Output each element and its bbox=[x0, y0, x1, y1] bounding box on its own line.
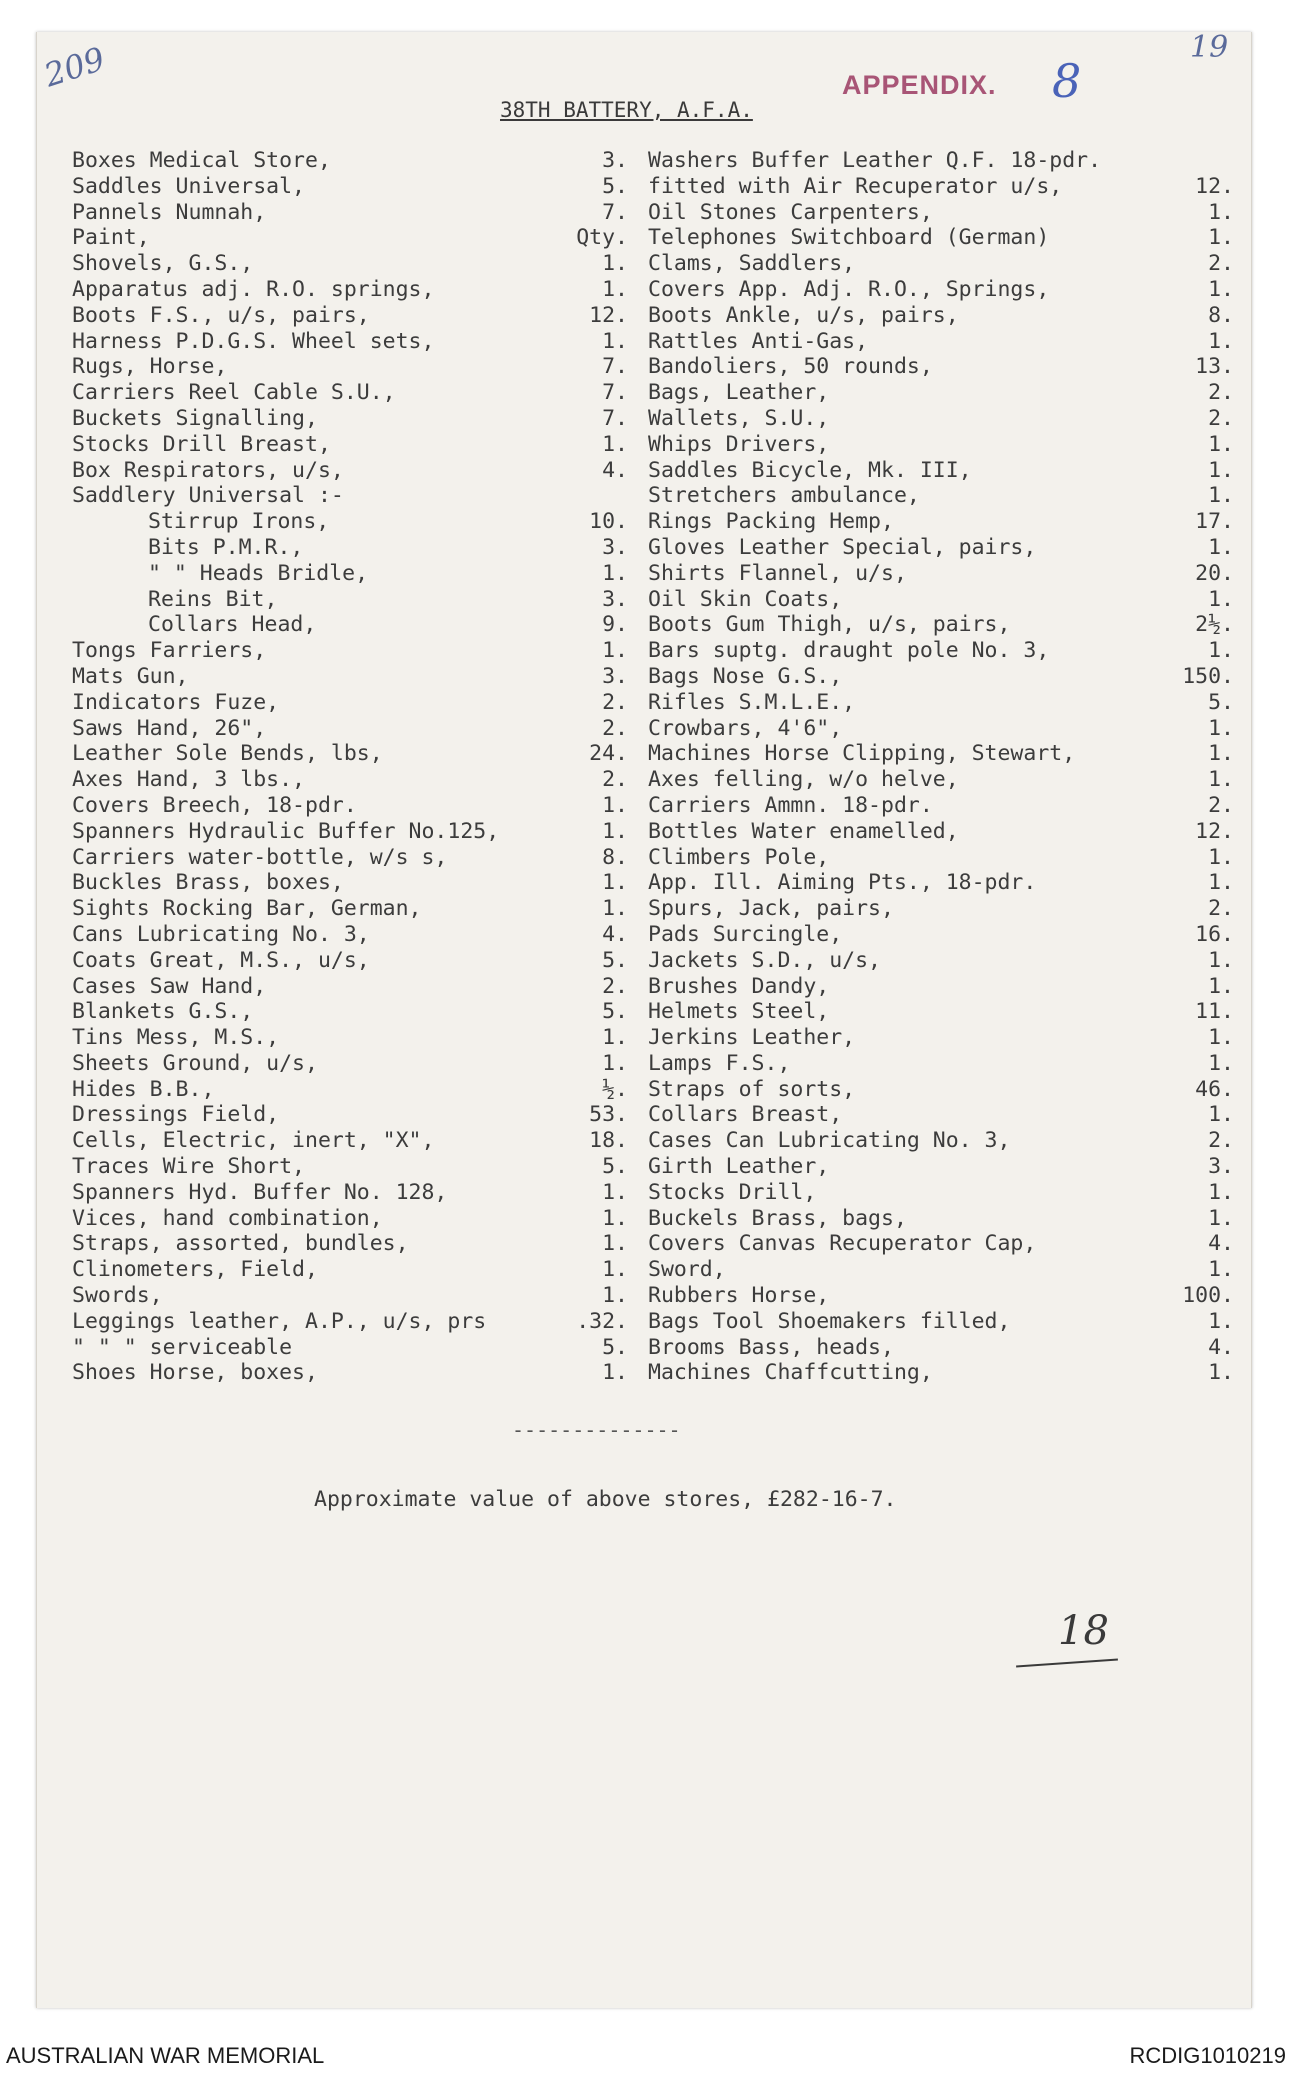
inventory-row bbox=[648, 354, 1234, 380]
item-quantity: 2. bbox=[1208, 380, 1234, 406]
item-name: Shirts Flannel, u/s, bbox=[648, 560, 907, 586]
item-name: Rubbers Horse, bbox=[648, 1283, 830, 1309]
item-quantity: 150. bbox=[1182, 663, 1234, 689]
item-name: Oil Skin Coats, bbox=[648, 586, 843, 612]
item-quantity: 11. bbox=[1195, 999, 1234, 1025]
item-quantity: 17. bbox=[1195, 509, 1234, 535]
inventory-row bbox=[72, 1180, 628, 1206]
item-name: Traces Wire Short, bbox=[72, 1154, 305, 1180]
item-name: Axes Hand, 3 lbs., bbox=[72, 767, 305, 793]
item-name: Brooms Bass, heads, bbox=[648, 1334, 894, 1360]
item-quantity: .32. bbox=[576, 1308, 628, 1334]
item-quantity: 7. bbox=[602, 405, 628, 431]
item-name: Buckets Signalling, bbox=[72, 405, 318, 431]
item-quantity: 1. bbox=[1208, 457, 1234, 483]
inventory-row bbox=[72, 1206, 628, 1232]
inventory-row bbox=[648, 277, 1234, 303]
item-quantity: 3. bbox=[602, 586, 628, 612]
inventory-row bbox=[72, 329, 628, 355]
item-quantity: 1. bbox=[1208, 1179, 1234, 1205]
item-name: Girth Leather, bbox=[648, 1154, 830, 1180]
item-quantity: 1. bbox=[602, 638, 628, 664]
inventory-row bbox=[648, 767, 1234, 793]
item-name: Coats Great, M.S., u/s, bbox=[72, 947, 370, 973]
item-quantity: 8. bbox=[1208, 302, 1234, 328]
inventory-row bbox=[72, 612, 628, 638]
item-name: Pads Surcingle, bbox=[648, 921, 843, 947]
inventory-row bbox=[72, 1025, 628, 1051]
item-quantity: 1. bbox=[602, 792, 628, 818]
item-name: Bandoliers, 50 rounds, bbox=[648, 354, 933, 380]
inventory-row bbox=[648, 1257, 1234, 1283]
inventory-row bbox=[648, 716, 1234, 742]
item-name: Saddles Universal, bbox=[72, 173, 305, 199]
item-name: Rugs, Horse, bbox=[72, 354, 228, 380]
item-name: Stirrup Irons, bbox=[148, 509, 330, 535]
item-quantity: 1. bbox=[1208, 715, 1234, 741]
inventory-row bbox=[72, 1309, 628, 1335]
item-name: Oil Stones Carpenters, bbox=[648, 199, 933, 225]
inventory-row bbox=[72, 1257, 628, 1283]
item-name: Paint, bbox=[72, 225, 150, 251]
item-name: Cases Saw Hand, bbox=[72, 973, 267, 999]
inventory-row bbox=[648, 148, 1234, 174]
inventory-row bbox=[648, 896, 1234, 922]
item-quantity: 1. bbox=[1208, 328, 1234, 354]
item-quantity: 2. bbox=[602, 973, 628, 999]
item-quantity: 20. bbox=[1195, 560, 1234, 586]
inventory-row bbox=[648, 251, 1234, 277]
inventory-row bbox=[648, 587, 1234, 613]
item-name: App. Ill. Aiming Pts., 18-pdr. bbox=[648, 870, 1037, 896]
item-quantity: 5. bbox=[602, 1334, 628, 1360]
item-quantity: 1. bbox=[1208, 1025, 1234, 1051]
inventory-row bbox=[72, 845, 628, 871]
item-quantity: 12. bbox=[1195, 818, 1234, 844]
item-quantity: 5. bbox=[602, 1154, 628, 1180]
item-name: Buckels Brass, bags, bbox=[648, 1205, 907, 1231]
inventory-row bbox=[648, 1206, 1234, 1232]
inventory-row bbox=[72, 251, 628, 277]
item-name: Carriers water-bottle, w/s s, bbox=[72, 844, 448, 870]
item-name: Spanners Hyd. Buffer No. 128, bbox=[72, 1179, 448, 1205]
item-name: Crowbars, 4'6", bbox=[648, 715, 843, 741]
handwritten-mark: 18 bbox=[1058, 1608, 1109, 1654]
item-quantity: 1. bbox=[1208, 534, 1234, 560]
inventory-row bbox=[72, 200, 628, 226]
inventory-row bbox=[648, 793, 1234, 819]
inventory-row bbox=[648, 870, 1234, 896]
inventory-row bbox=[72, 303, 628, 329]
item-name: Covers App. Adj. R.O., Springs, bbox=[648, 276, 1050, 302]
inventory-row bbox=[648, 638, 1234, 664]
item-name: Boots Gum Thigh, u/s, pairs, bbox=[648, 612, 1011, 638]
inventory-row bbox=[72, 535, 628, 561]
inventory-row bbox=[648, 1231, 1234, 1257]
inventory-row bbox=[72, 664, 628, 690]
item-name: Bags Nose G.S., bbox=[648, 663, 843, 689]
item-quantity: 4. bbox=[1208, 1334, 1234, 1360]
handwritten-folio-number: 209 bbox=[39, 39, 110, 95]
inventory-row bbox=[72, 1231, 628, 1257]
item-quantity: 1. bbox=[1208, 844, 1234, 870]
item-name: Collars Head, bbox=[148, 612, 317, 638]
inventory-row bbox=[648, 1102, 1234, 1128]
inventory-row bbox=[72, 767, 628, 793]
inventory-row bbox=[72, 741, 628, 767]
item-quantity: 1. bbox=[1208, 483, 1234, 509]
item-quantity: 24. bbox=[589, 741, 628, 767]
inventory-row bbox=[648, 690, 1234, 716]
inventory-row bbox=[72, 277, 628, 303]
inventory-row bbox=[648, 974, 1234, 1000]
inventory-row bbox=[648, 1025, 1234, 1051]
item-name: Tongs Farriers, bbox=[72, 638, 267, 664]
item-quantity: 1. bbox=[1208, 276, 1234, 302]
item-name: Boots Ankle, u/s, pairs, bbox=[648, 302, 959, 328]
item-quantity: 1. bbox=[602, 1179, 628, 1205]
item-quantity: 53. bbox=[589, 1102, 628, 1128]
inventory-row bbox=[72, 432, 628, 458]
item-quantity: 3. bbox=[602, 148, 628, 173]
item-name: Stretchers ambulance, bbox=[648, 483, 920, 509]
summary-value: Approximate value of above stores, £282-16-7. bbox=[314, 1487, 897, 1512]
item-quantity: 1. bbox=[602, 896, 628, 922]
inventory-row bbox=[648, 1128, 1234, 1154]
item-quantity: 1. bbox=[602, 1283, 628, 1309]
item-quantity: 5. bbox=[1208, 689, 1234, 715]
inventory-row bbox=[648, 612, 1234, 638]
inventory-row bbox=[72, 406, 628, 432]
item-quantity: 1. bbox=[602, 1360, 628, 1386]
divider-line: -------------- bbox=[512, 1418, 681, 1442]
item-name: Carriers Ammn. 18-pdr. bbox=[648, 792, 933, 818]
inventory-row bbox=[648, 999, 1234, 1025]
item-name: Blankets G.S., bbox=[72, 999, 254, 1025]
item-quantity: 7. bbox=[602, 199, 628, 225]
item-name: Covers Breech, 18-pdr. bbox=[72, 792, 357, 818]
item-name: Swords, bbox=[72, 1283, 163, 1309]
item-name: Covers Canvas Recuperator Cap, bbox=[648, 1231, 1037, 1257]
inventory-row bbox=[72, 354, 628, 380]
inventory-row bbox=[648, 483, 1234, 509]
item-quantity: 13. bbox=[1195, 354, 1234, 380]
inventory-row bbox=[648, 1180, 1234, 1206]
item-name: Leggings leather, A.P., u/s, prs bbox=[72, 1308, 487, 1334]
inventory-row bbox=[72, 896, 628, 922]
item-quantity: 1. bbox=[1208, 1308, 1234, 1334]
handwritten-page-number: 19 bbox=[1190, 30, 1229, 65]
item-name: Straps of sorts, bbox=[648, 1076, 856, 1102]
footer-record-id: RCDIG1010219 bbox=[1129, 2043, 1286, 2068]
item-quantity: Qty. bbox=[576, 225, 628, 251]
item-name: Climbers Pole, bbox=[648, 844, 830, 870]
inventory-row bbox=[648, 458, 1234, 484]
inventory-row bbox=[648, 948, 1234, 974]
item-name: Pannels Numnah, bbox=[72, 199, 267, 225]
item-quantity: 10. bbox=[589, 509, 628, 535]
item-quantity: 7. bbox=[602, 354, 628, 380]
inventory-row bbox=[72, 1154, 628, 1180]
inventory-row bbox=[648, 1283, 1234, 1309]
item-name: Carriers Reel Cable S.U., bbox=[72, 380, 396, 406]
item-name: Dressings Field, bbox=[72, 1102, 280, 1128]
item-name: Box Respirators, u/s, bbox=[72, 457, 344, 483]
inventory-row bbox=[72, 922, 628, 948]
item-quantity: 1. bbox=[1208, 741, 1234, 767]
item-name: Cases Can Lubricating No. 3, bbox=[648, 1128, 1011, 1154]
inventory-row bbox=[72, 587, 628, 613]
item-name: " " Heads Bridle, bbox=[148, 560, 369, 586]
item-name: Saddles Bicycle, Mk. III, bbox=[648, 457, 972, 483]
inventory-row bbox=[72, 1077, 628, 1103]
item-quantity: 1. bbox=[602, 276, 628, 302]
item-name: Machines Horse Clipping, Stewart, bbox=[648, 741, 1076, 767]
item-quantity: 100. bbox=[1182, 1283, 1234, 1309]
inventory-row bbox=[648, 741, 1234, 767]
inventory-row bbox=[648, 845, 1234, 871]
item-name: Jackets S.D., u/s, bbox=[648, 947, 881, 973]
item-name: Sword, bbox=[648, 1257, 726, 1283]
item-name: Shoes Horse, boxes, bbox=[72, 1360, 318, 1386]
inventory-row bbox=[72, 561, 628, 587]
item-name: Axes felling, w/o helve, bbox=[648, 767, 959, 793]
item-quantity: 1. bbox=[602, 1025, 628, 1051]
item-quantity: 4. bbox=[602, 457, 628, 483]
item-name: Spurs, Jack, pairs, bbox=[648, 896, 894, 922]
item-quantity: 1. bbox=[1208, 1050, 1234, 1076]
inventory-row bbox=[648, 664, 1234, 690]
item-name: Shovels, G.S., bbox=[72, 251, 254, 277]
item-name: Harness P.D.G.S. Wheel sets, bbox=[72, 328, 435, 354]
inventory-row bbox=[72, 999, 628, 1025]
item-name: Machines Chaffcutting, bbox=[648, 1360, 933, 1386]
item-quantity: 46. bbox=[1195, 1076, 1234, 1102]
item-name: Hides B.B., bbox=[72, 1076, 215, 1102]
item-name: Saddlery Universal :- bbox=[72, 483, 344, 509]
right-inventory-column bbox=[648, 148, 1234, 1386]
item-quantity: 1. bbox=[1208, 973, 1234, 999]
item-quantity: 1. bbox=[1208, 870, 1234, 896]
inventory-row bbox=[648, 1335, 1234, 1361]
item-quantity: 2. bbox=[1208, 405, 1234, 431]
item-name: Rifles S.M.L.E., bbox=[648, 689, 856, 715]
inventory-row bbox=[72, 1128, 628, 1154]
item-quantity: 1. bbox=[602, 818, 628, 844]
item-name: Rings Packing Hemp, bbox=[648, 509, 894, 535]
item-name: Straps, assorted, bundles, bbox=[72, 1231, 409, 1257]
inventory-row bbox=[648, 1360, 1234, 1386]
item-quantity: 1. bbox=[1208, 586, 1234, 612]
inventory-row bbox=[72, 148, 628, 174]
item-name: Jerkins Leather, bbox=[648, 1025, 856, 1051]
item-quantity: 1. bbox=[1208, 947, 1234, 973]
inventory-row bbox=[72, 819, 628, 845]
item-quantity: 7. bbox=[602, 380, 628, 406]
item-quantity: 1. bbox=[1208, 767, 1234, 793]
document-heading: 38TH BATTERY, A.F.A. bbox=[500, 98, 753, 122]
item-quantity: 5. bbox=[602, 173, 628, 199]
inventory-row bbox=[648, 1051, 1234, 1077]
inventory-row bbox=[648, 174, 1234, 200]
item-name: Spanners Hydraulic Buffer No.125, bbox=[72, 818, 500, 844]
inventory-row bbox=[648, 380, 1234, 406]
item-quantity: 2. bbox=[602, 767, 628, 793]
item-name: Whips Drivers, bbox=[648, 431, 830, 457]
item-name: Wallets, S.U., bbox=[648, 405, 830, 431]
item-quantity: 1. bbox=[1208, 1257, 1234, 1283]
inventory-row bbox=[72, 793, 628, 819]
item-quantity: 1. bbox=[1208, 431, 1234, 457]
item-name: Sights Rocking Bar, German, bbox=[72, 896, 422, 922]
item-quantity: 8. bbox=[602, 844, 628, 870]
inventory-row bbox=[648, 303, 1234, 329]
item-name: Stocks Drill, bbox=[648, 1179, 817, 1205]
item-quantity: 2. bbox=[602, 689, 628, 715]
left-inventory-column bbox=[72, 148, 628, 1386]
item-name: Helmets Steel, bbox=[648, 999, 830, 1025]
item-quantity: 2. bbox=[1208, 792, 1234, 818]
item-name: Telephones Switchboard (German) bbox=[648, 225, 1050, 251]
inventory-row bbox=[72, 974, 628, 1000]
inventory-row bbox=[72, 174, 628, 200]
item-quantity: 2. bbox=[602, 715, 628, 741]
item-quantity: ½. bbox=[602, 1076, 628, 1102]
item-quantity: 1. bbox=[1208, 225, 1234, 251]
inventory-row bbox=[72, 1283, 628, 1309]
item-quantity: 2. bbox=[1208, 896, 1234, 922]
item-name: Collars Breast, bbox=[648, 1102, 843, 1128]
inventory-row bbox=[648, 922, 1234, 948]
inventory-row bbox=[72, 870, 628, 896]
item-quantity: 1. bbox=[602, 328, 628, 354]
footer-institution: AUSTRALIAN WAR MEMORIAL bbox=[6, 2043, 325, 2068]
item-name: Mats Gun, bbox=[72, 663, 189, 689]
item-quantity: 4. bbox=[602, 921, 628, 947]
item-name: Boxes Medical Store, bbox=[72, 148, 331, 173]
item-quantity: 12. bbox=[589, 302, 628, 328]
item-name: Rattles Anti-Gas, bbox=[648, 328, 869, 354]
item-name: Bags, Leather, bbox=[648, 380, 830, 406]
item-name: Saws Hand, 26", bbox=[72, 715, 267, 741]
item-quantity: 1. bbox=[602, 251, 628, 277]
item-name: Bags Tool Shoemakers filled, bbox=[648, 1308, 1011, 1334]
item-quantity: 1. bbox=[1208, 1205, 1234, 1231]
inventory-row bbox=[72, 690, 628, 716]
inventory-row bbox=[648, 432, 1234, 458]
item-name: Bottles Water enamelled, bbox=[648, 818, 959, 844]
inventory-row bbox=[72, 1335, 628, 1361]
item-quantity: 1. bbox=[602, 1257, 628, 1283]
inventory-row bbox=[72, 1051, 628, 1077]
item-quantity: 1. bbox=[1208, 1360, 1234, 1386]
inventory-row bbox=[72, 458, 628, 484]
inventory-row bbox=[72, 380, 628, 406]
item-name: Buckles Brass, boxes, bbox=[72, 870, 344, 896]
item-name: Apparatus adj. R.O. springs, bbox=[72, 276, 435, 302]
item-name: Stocks Drill Breast, bbox=[72, 431, 331, 457]
item-quantity: 1. bbox=[602, 560, 628, 586]
item-name: Lamps F.S., bbox=[648, 1050, 791, 1076]
item-quantity: 1. bbox=[602, 1231, 628, 1257]
item-quantity: 3. bbox=[1208, 1154, 1234, 1180]
inventory-row bbox=[72, 483, 628, 509]
item-name: Brushes Dandy, bbox=[648, 973, 830, 999]
item-quantity: 9. bbox=[602, 612, 628, 638]
item-quantity: 2½. bbox=[1195, 612, 1234, 638]
item-quantity: 1. bbox=[1208, 1102, 1234, 1128]
item-name: Washers Buffer Leather Q.F. 18-pdr. bbox=[648, 148, 1102, 173]
appendix-stamp: APPENDIX. bbox=[842, 70, 997, 100]
inventory-row bbox=[648, 406, 1234, 432]
inventory-row bbox=[72, 509, 628, 535]
item-name: Cans Lubricating No. 3, bbox=[72, 921, 370, 947]
inventory-row bbox=[72, 638, 628, 664]
inventory-row bbox=[648, 1309, 1234, 1335]
item-name: Bars suptg. draught pole No. 3, bbox=[648, 638, 1050, 664]
item-name: Bits P.M.R., bbox=[148, 534, 304, 560]
inventory-row bbox=[648, 1154, 1234, 1180]
item-quantity: 1. bbox=[1208, 199, 1234, 225]
item-name: Indicators Fuze, bbox=[72, 689, 280, 715]
item-quantity: 3. bbox=[602, 663, 628, 689]
item-name: Clinometers, Field, bbox=[72, 1257, 318, 1283]
item-quantity: 1. bbox=[1208, 638, 1234, 664]
appendix-number: 8 bbox=[1052, 54, 1082, 108]
item-quantity: 1. bbox=[602, 870, 628, 896]
inventory-row bbox=[648, 1077, 1234, 1103]
item-name: Cells, Electric, inert, "X", bbox=[72, 1128, 435, 1154]
inventory-row bbox=[72, 225, 628, 251]
item-name: " " " serviceable bbox=[72, 1334, 293, 1360]
inventory-row bbox=[648, 329, 1234, 355]
item-name: Reins Bit, bbox=[148, 586, 278, 612]
inventory-row bbox=[72, 1102, 628, 1128]
item-quantity: 4. bbox=[1208, 1231, 1234, 1257]
inventory-row bbox=[648, 509, 1234, 535]
item-quantity: 1. bbox=[602, 1205, 628, 1231]
item-quantity: 5. bbox=[602, 947, 628, 973]
item-name: Gloves Leather Special, pairs, bbox=[648, 534, 1037, 560]
inventory-row bbox=[72, 1360, 628, 1386]
inventory-row bbox=[72, 948, 628, 974]
item-name: Leather Sole Bends, lbs, bbox=[72, 741, 383, 767]
item-name: Clams, Saddlers, bbox=[648, 251, 856, 277]
item-quantity: 5. bbox=[602, 999, 628, 1025]
item-quantity: 1. bbox=[602, 1050, 628, 1076]
inventory-row bbox=[648, 561, 1234, 587]
inventory-row bbox=[72, 716, 628, 742]
item-name: Tins Mess, M.S., bbox=[72, 1025, 280, 1051]
item-quantity: 2. bbox=[1208, 1128, 1234, 1154]
item-quantity: 12. bbox=[1195, 173, 1234, 199]
inventory-row bbox=[648, 200, 1234, 226]
item-name: Vices, hand combination, bbox=[72, 1205, 383, 1231]
item-quantity: 18. bbox=[589, 1128, 628, 1154]
inventory-row bbox=[648, 225, 1234, 251]
item-name: Sheets Ground, u/s, bbox=[72, 1050, 318, 1076]
item-quantity: 2. bbox=[1208, 251, 1234, 277]
item-quantity: 3. bbox=[602, 534, 628, 560]
item-quantity: 16. bbox=[1195, 921, 1234, 947]
inventory-row bbox=[648, 535, 1234, 561]
item-quantity: 1. bbox=[602, 431, 628, 457]
item-name: fitted with Air Recuperator u/s, bbox=[648, 173, 1063, 199]
item-name: Boots F.S., u/s, pairs, bbox=[72, 302, 370, 328]
inventory-row bbox=[648, 819, 1234, 845]
